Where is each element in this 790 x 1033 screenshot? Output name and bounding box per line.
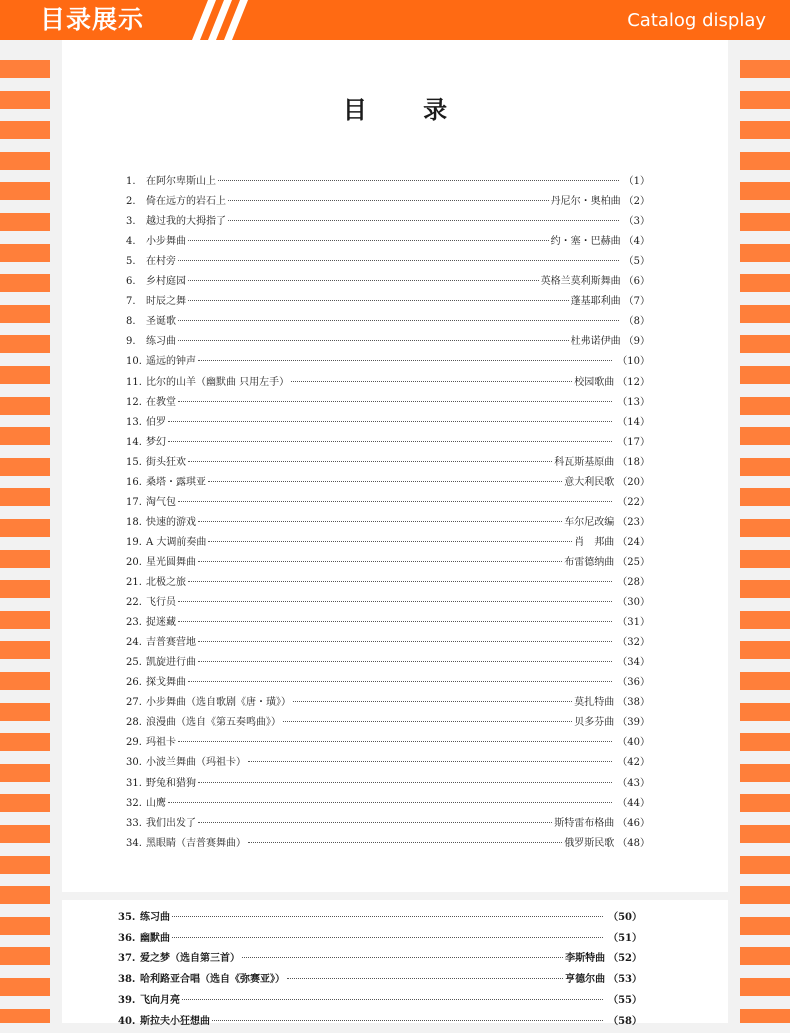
entry-title: 淘气包 — [146, 496, 176, 508]
stripe — [0, 611, 50, 629]
entry-number: 38. — [118, 974, 136, 986]
entry-number: 5. — [126, 256, 136, 268]
toc-entry — [126, 493, 650, 513]
entry-number: 20. — [126, 556, 142, 568]
entry-composer: 英格兰莫利斯舞曲 — [540, 276, 621, 288]
entry-page: （22） — [617, 496, 650, 508]
dot-leader — [188, 461, 552, 462]
entry-number: 25. — [126, 657, 142, 669]
dot-leader — [188, 300, 569, 301]
entry-page: （39） — [617, 717, 650, 729]
stripe — [740, 182, 790, 200]
entry-title: 山鹰 — [146, 797, 166, 809]
banner-subtitle: Catalog display — [627, 10, 766, 31]
toc-page-continued — [62, 900, 728, 1027]
toc-entry — [126, 713, 650, 733]
entry-number: 16. — [126, 476, 142, 488]
entry-number: 15. — [126, 456, 142, 468]
stripe — [740, 305, 790, 323]
stripe — [740, 335, 790, 353]
entry-number: 8. — [126, 316, 136, 328]
entry-number: 27. — [126, 697, 142, 709]
entry-title: 圣诞歌 — [146, 316, 176, 328]
entry-title: 梦幻 — [146, 436, 166, 448]
entry-page: （30） — [617, 597, 650, 609]
dot-leader — [182, 999, 603, 1000]
stripe — [740, 519, 790, 537]
entry-page: （42） — [617, 757, 650, 769]
dot-leader — [198, 822, 552, 823]
stripe — [0, 794, 50, 812]
toc-entry — [126, 633, 650, 653]
stripe — [0, 335, 50, 353]
entry-title: 浪漫曲（选自《第五奏鸣曲》） — [146, 717, 281, 729]
toc-entry — [118, 1012, 642, 1033]
entry-number: 1. — [126, 176, 136, 187]
stripe — [0, 917, 50, 935]
entry-page: （20） — [617, 476, 650, 488]
dot-leader — [178, 320, 619, 321]
toc-entry — [126, 513, 650, 533]
toc-entry — [126, 834, 650, 854]
entry-title: 野兔和猎狗 — [146, 777, 196, 789]
stripe — [0, 641, 50, 659]
toc-entry — [126, 393, 650, 413]
entry-page: （46） — [617, 817, 650, 829]
stripe — [740, 794, 790, 812]
stripe — [740, 580, 790, 598]
entry-title: 黑眼睛（吉普赛舞曲） — [146, 837, 246, 849]
stripe — [0, 121, 50, 139]
stripe — [0, 60, 50, 78]
entry-page: （6） — [623, 276, 650, 288]
entry-page: （23） — [617, 516, 650, 528]
toc-entry — [118, 908, 642, 929]
entry-title: 小波兰舞曲（玛祖卡） — [146, 757, 246, 769]
dot-leader — [188, 280, 539, 281]
entry-title: 乡村庭园 — [146, 276, 186, 288]
entry-composer: 布雷德纳曲 — [564, 556, 615, 568]
entry-page: （48） — [617, 837, 650, 849]
toc-entry — [126, 553, 650, 573]
entry-number: 30. — [126, 757, 142, 769]
stripe — [0, 427, 50, 445]
stripe — [0, 733, 50, 751]
entry-composer: 约・塞・巴赫曲 — [550, 236, 621, 248]
entry-number: 9. — [126, 336, 136, 348]
left-stripe-decoration — [0, 60, 50, 1023]
dot-leader — [212, 1020, 603, 1021]
entry-title: 飞向月亮 — [140, 994, 180, 1006]
stripe — [740, 978, 790, 996]
toc-entry — [126, 473, 650, 493]
dot-leader — [242, 957, 563, 958]
entry-number: 4. — [126, 236, 136, 248]
entry-number: 12. — [126, 396, 142, 408]
entry-title: 斯拉夫小狂想曲 — [140, 1015, 210, 1027]
toc-entry — [126, 733, 650, 753]
stripe — [0, 213, 50, 231]
entry-title: 练习曲 — [140, 912, 170, 923]
toc-entry — [126, 753, 650, 773]
dot-leader — [178, 401, 612, 402]
entry-number: 24. — [126, 637, 142, 649]
stripe — [740, 60, 790, 78]
toc-entry — [126, 192, 650, 212]
stripe — [740, 611, 790, 629]
stripe — [0, 703, 50, 721]
entry-number: 26. — [126, 677, 142, 689]
entry-title: 时辰之舞 — [146, 296, 186, 308]
dot-leader — [208, 481, 562, 482]
entry-title: 爱之梦（选自第三首） — [140, 953, 240, 965]
stripe — [740, 152, 790, 170]
dot-leader — [178, 340, 569, 341]
toc-entry — [126, 673, 650, 693]
entry-number: 36. — [118, 932, 136, 944]
entry-page: （40） — [617, 737, 650, 749]
entry-page: （24） — [617, 536, 650, 548]
entry-page: （12） — [617, 376, 650, 388]
stripe — [740, 672, 790, 690]
entry-number: 31. — [126, 777, 142, 789]
dot-leader — [178, 601, 612, 602]
entry-number: 6. — [126, 276, 136, 288]
stripe — [0, 672, 50, 690]
stripe — [740, 764, 790, 782]
toc-entry — [126, 212, 650, 232]
entry-number: 13. — [126, 416, 142, 428]
dot-leader — [178, 501, 612, 502]
entry-title: 小步舞曲 — [146, 236, 186, 248]
stripe — [740, 458, 790, 476]
right-stripe-decoration — [740, 60, 790, 1023]
entry-composer: 贝多芬曲 — [574, 717, 615, 729]
entry-number: 28. — [126, 717, 142, 729]
entry-composer: 俄罗斯民歌 — [564, 837, 615, 849]
stripe — [0, 825, 50, 843]
stripe — [740, 825, 790, 843]
dot-leader — [228, 200, 549, 201]
dot-leader — [287, 978, 563, 979]
dot-leader — [178, 621, 612, 622]
entry-composer: 丹尼尔・奥柏曲 — [550, 196, 621, 208]
dot-leader — [218, 180, 619, 181]
stripe — [0, 978, 50, 996]
toc-entry — [126, 232, 650, 252]
stripe — [740, 121, 790, 139]
entry-title: 吉普赛营地 — [146, 637, 196, 649]
entry-number: 3. — [126, 216, 136, 228]
dot-leader — [198, 661, 612, 662]
entry-page: （58） — [608, 1015, 642, 1027]
stripe — [0, 152, 50, 170]
toc-entry — [126, 533, 650, 553]
entry-page: （55） — [608, 994, 642, 1006]
entry-number: 7. — [126, 296, 136, 308]
entry-page: （1） — [623, 176, 650, 187]
entry-number: 18. — [126, 516, 142, 528]
dot-leader — [198, 561, 562, 562]
toc-entry — [126, 573, 650, 593]
stripe — [740, 1009, 790, 1023]
stripe — [0, 856, 50, 874]
entry-page: （3） — [623, 216, 650, 228]
toc-entry — [126, 252, 650, 272]
entry-page: （52） — [608, 953, 642, 965]
toc-entry — [118, 991, 642, 1012]
dot-leader — [198, 782, 612, 783]
entry-page: （10） — [617, 356, 650, 368]
entry-title: 星光圆舞曲 — [146, 556, 196, 568]
entry-title: 比尔的山羊（幽默曲 只用左手） — [146, 376, 290, 388]
entry-title: 遥远的钟声 — [146, 356, 196, 368]
entry-title: 在村旁 — [146, 256, 176, 268]
entry-page: （25） — [617, 556, 650, 568]
entry-title: 捉迷藏 — [146, 617, 176, 629]
entry-title: 街头狂欢 — [146, 456, 186, 468]
stripe — [740, 274, 790, 292]
stripe — [740, 366, 790, 384]
stripe — [740, 550, 790, 568]
dot-leader — [248, 761, 612, 762]
entry-title: 伯罗 — [146, 416, 166, 428]
entry-number: 40. — [118, 1015, 136, 1027]
entry-number: 21. — [126, 577, 142, 588]
stripe — [740, 427, 790, 445]
entry-title: 快速的游戏 — [146, 516, 196, 528]
dot-leader — [248, 842, 562, 843]
entry-number: 33. — [126, 817, 142, 829]
entry-composer: 校园歌曲 — [574, 376, 615, 388]
toc-entry — [118, 929, 642, 950]
toc-entry — [126, 794, 650, 814]
entry-number: 23. — [126, 617, 142, 629]
dot-leader — [188, 240, 549, 241]
dot-leader — [283, 721, 572, 722]
toc-entry — [126, 312, 650, 332]
entry-page: （18） — [617, 456, 650, 468]
entry-composer: 肖 邦曲 — [574, 536, 615, 548]
entry-title: 幽默曲 — [140, 932, 170, 944]
entry-page: （14） — [617, 416, 650, 428]
entry-composer: 车尔尼改编 — [564, 516, 615, 528]
stripe — [740, 703, 790, 721]
stripe — [0, 947, 50, 965]
entry-number: 22. — [126, 597, 142, 609]
entry-page: （31） — [617, 617, 650, 629]
stripe — [0, 458, 50, 476]
entry-number: 10. — [126, 356, 142, 368]
stripe — [0, 182, 50, 200]
dot-leader — [168, 802, 612, 803]
toc-entry — [126, 292, 650, 312]
dot-leader — [293, 701, 572, 702]
entry-number: 29. — [126, 737, 142, 749]
entry-page: （44） — [617, 797, 650, 809]
toc-entry — [126, 593, 650, 613]
entry-title: 玛祖卡 — [146, 737, 176, 749]
stripe — [0, 488, 50, 506]
entry-page: （28） — [617, 577, 650, 588]
stripe — [740, 886, 790, 904]
dot-leader — [198, 360, 612, 361]
entry-title: 探戈舞曲 — [146, 677, 186, 689]
dot-leader — [291, 381, 572, 382]
entry-page: （51） — [608, 932, 642, 944]
stripe — [740, 917, 790, 935]
entry-page: （34） — [617, 657, 650, 669]
stripe — [0, 91, 50, 109]
entry-title: 北极之旅 — [146, 577, 186, 588]
entry-title: A 大调前奏曲 — [146, 536, 207, 548]
entry-page: （5） — [623, 256, 650, 268]
stripe — [0, 580, 50, 598]
entry-title: 哈利路亚合唱（选自《弥赛亚》） — [140, 974, 285, 986]
stripe — [740, 213, 790, 231]
dot-leader — [172, 937, 603, 938]
toc-entry — [126, 172, 650, 192]
stripe — [740, 856, 790, 874]
entry-composer: 李斯特曲 — [565, 953, 606, 965]
dot-leader — [178, 260, 619, 261]
stripe — [0, 550, 50, 568]
toc-entry — [126, 774, 650, 794]
page-title: 目 录 — [342, 95, 472, 124]
slash-decoration-icon — [178, 0, 248, 40]
dot-leader — [188, 681, 612, 682]
dot-leader — [168, 441, 612, 442]
entry-page: （36） — [617, 677, 650, 689]
entry-title: 凯旋进行曲 — [146, 657, 196, 669]
stripe — [740, 488, 790, 506]
entry-title: 越过我的大拇指了 — [146, 216, 226, 228]
entry-page: （53） — [608, 974, 642, 986]
toc-entry — [126, 272, 650, 292]
toc-entry — [126, 433, 650, 453]
entry-page: （17） — [617, 436, 650, 448]
entry-number: 17. — [126, 496, 142, 508]
entry-title: 练习曲 — [146, 336, 176, 348]
toc-entry — [126, 373, 650, 393]
dot-leader — [228, 220, 619, 221]
dot-leader — [198, 641, 612, 642]
entry-page: （4） — [623, 236, 650, 248]
stripe — [0, 366, 50, 384]
toc-entry — [126, 352, 650, 372]
entry-composer: 亨德尔曲 — [565, 974, 606, 986]
dot-leader — [208, 541, 572, 542]
entry-number: 19. — [126, 536, 142, 548]
entry-number: 35. — [118, 912, 136, 923]
banner-title: 目录展示 — [40, 5, 145, 34]
entry-composer: 意大利民歌 — [564, 476, 615, 488]
stripe — [0, 397, 50, 415]
entry-page: （50） — [608, 912, 642, 923]
dot-leader — [198, 521, 562, 522]
toc-page — [62, 40, 728, 892]
stripe — [0, 305, 50, 323]
entry-number: 34. — [126, 837, 142, 849]
stripe — [740, 397, 790, 415]
stripe — [740, 91, 790, 109]
stripe — [0, 244, 50, 262]
entry-title: 桑塔・露琪亚 — [146, 476, 206, 488]
toc-entry — [126, 413, 650, 433]
entry-number: 2. — [126, 196, 136, 208]
entry-number: 37. — [118, 953, 136, 965]
entry-title: 小步舞曲（选自歌剧《唐・璜》） — [146, 697, 291, 709]
stripe — [740, 244, 790, 262]
entry-composer: 莫扎特曲 — [574, 697, 615, 709]
entry-composer: 蓬基耶利曲 — [570, 296, 621, 308]
entry-page: （2） — [623, 196, 650, 208]
entry-title: 在教堂 — [146, 396, 176, 408]
dot-leader — [168, 421, 612, 422]
entry-page: （13） — [617, 396, 650, 408]
entry-page: （7） — [623, 296, 650, 308]
toc-entry — [126, 693, 650, 713]
entry-composer: 杜弗诺伊曲 — [570, 336, 621, 348]
toc-entry — [126, 453, 650, 473]
dot-leader — [178, 741, 612, 742]
stripe — [0, 274, 50, 292]
stripe — [0, 1009, 50, 1023]
dot-leader — [188, 581, 612, 582]
stripe — [740, 641, 790, 659]
toc-entry — [126, 814, 650, 834]
stripe — [740, 947, 790, 965]
stripe — [740, 733, 790, 751]
entry-number: 32. — [126, 797, 142, 809]
entry-title: 在阿尔卑斯山上 — [146, 176, 216, 187]
toc-entry — [126, 613, 650, 633]
entry-composer: 科瓦斯基原曲 — [554, 456, 615, 468]
entry-number: 39. — [118, 994, 136, 1006]
toc-entry — [126, 653, 650, 673]
entry-number: 11. — [126, 376, 142, 388]
toc-entry — [118, 949, 642, 970]
entry-title: 飞行员 — [146, 597, 176, 609]
entry-page: （9） — [623, 336, 650, 348]
stripe — [0, 886, 50, 904]
entry-page: （8） — [623, 316, 650, 328]
toc-entry — [118, 970, 642, 991]
entry-page: （43） — [617, 777, 650, 789]
dot-leader — [172, 916, 603, 917]
entry-page: （38） — [617, 697, 650, 709]
toc-entry — [126, 332, 650, 352]
header-banner — [0, 0, 790, 40]
stripe — [0, 519, 50, 537]
stripe — [0, 764, 50, 782]
entry-title: 我们出发了 — [146, 817, 196, 829]
entry-composer: 斯特雷布格曲 — [554, 817, 615, 829]
entry-page: （32） — [617, 637, 650, 649]
entry-title: 倚在远方的岩石上 — [146, 196, 226, 208]
entry-number: 14. — [126, 436, 142, 448]
